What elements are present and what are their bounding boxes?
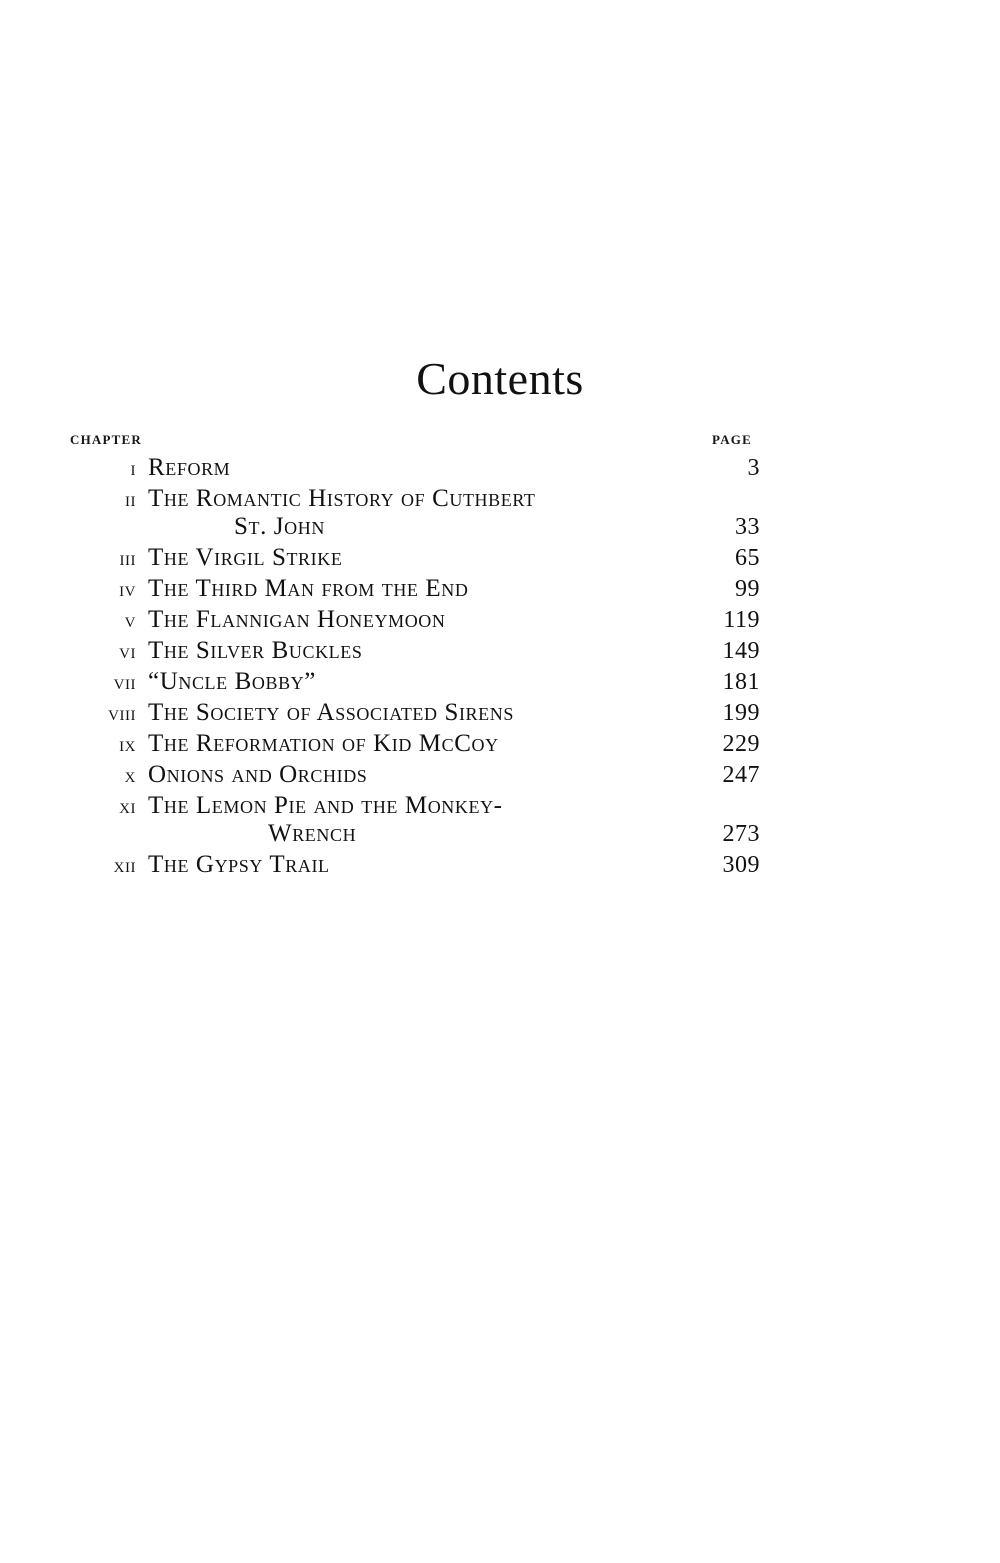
chapter-number: iii bbox=[119, 546, 136, 570]
chapter-number: x bbox=[124, 763, 136, 787]
toc-entry[interactable] bbox=[70, 454, 760, 482]
chapter-number: vi bbox=[119, 639, 136, 663]
toc-entry[interactable] bbox=[70, 575, 760, 603]
column-header-page: PAGE bbox=[712, 432, 752, 447]
toc-entry[interactable] bbox=[70, 792, 760, 848]
page-number: 33 bbox=[735, 514, 760, 540]
toc-entry[interactable] bbox=[70, 730, 760, 758]
toc-column-headers bbox=[70, 432, 760, 454]
chapter-title: The Romantic History of Cuthbert bbox=[148, 485, 536, 512]
page-number: 3 bbox=[747, 455, 761, 481]
toc-entry[interactable] bbox=[70, 637, 760, 665]
chapter-number: viii bbox=[108, 701, 136, 725]
toc-entry[interactable] bbox=[70, 668, 760, 696]
chapter-title: The Third Man from the End bbox=[148, 575, 469, 602]
chapter-title: Onions and Orchids bbox=[148, 761, 368, 788]
chapter-number: xii bbox=[113, 853, 136, 877]
page-number: 309 bbox=[722, 852, 760, 878]
leader-dots bbox=[469, 474, 694, 475]
chapter-number: xi bbox=[119, 794, 136, 818]
page-number: 229 bbox=[722, 731, 760, 757]
chapter-title: Reform bbox=[148, 454, 231, 481]
leader-dots bbox=[535, 657, 694, 658]
chapter-title-continuation: St. John bbox=[234, 513, 325, 540]
leader-dots bbox=[525, 564, 694, 565]
leader-dots bbox=[339, 533, 694, 534]
leader-dots bbox=[538, 781, 694, 782]
chapter-title: The Lemon Pie and the Monkey- bbox=[148, 792, 503, 819]
chapter-number: vii bbox=[113, 670, 136, 694]
toc-entry[interactable] bbox=[70, 851, 760, 879]
leader-dots bbox=[370, 840, 694, 841]
leader-dots bbox=[577, 626, 694, 627]
table-of-contents bbox=[70, 432, 760, 882]
chapter-title: The Reformation of Kid McCoy bbox=[148, 730, 499, 757]
toc-entry[interactable] bbox=[70, 761, 760, 789]
page-number: 247 bbox=[722, 762, 760, 788]
page-number: 119 bbox=[723, 607, 761, 633]
leader-dots bbox=[588, 595, 694, 596]
chapter-number: i bbox=[130, 456, 136, 480]
toc-entry[interactable] bbox=[70, 485, 760, 541]
leader-dots bbox=[603, 750, 694, 751]
chapter-title: The Silver Buckles bbox=[148, 637, 363, 664]
chapter-title: “Uncle Bobby” bbox=[148, 668, 316, 695]
page-number: 149 bbox=[722, 638, 760, 664]
page-number: 99 bbox=[735, 576, 761, 602]
leader-dots bbox=[512, 688, 694, 689]
chapter-title: The Gypsy Trail bbox=[148, 851, 330, 878]
toc-entry[interactable] bbox=[70, 544, 760, 572]
chapter-title: The Virgil Strike bbox=[148, 544, 343, 571]
page-number: 181 bbox=[722, 669, 761, 695]
page-number: 65 bbox=[735, 545, 761, 571]
chapter-number: ii bbox=[125, 487, 136, 511]
leader-dots bbox=[519, 871, 694, 872]
page-number: 273 bbox=[722, 821, 760, 847]
toc-entry[interactable] bbox=[70, 699, 760, 727]
chapter-title: The Flannigan Honeymoon bbox=[148, 606, 446, 633]
chapter-number: iv bbox=[119, 577, 136, 601]
page-number: 199 bbox=[722, 700, 760, 726]
toc-entry[interactable] bbox=[70, 606, 760, 634]
chapter-title: The Society of Associated Sirens bbox=[148, 699, 514, 726]
chapter-number: v bbox=[124, 608, 136, 632]
column-header-chapter: CHAPTER bbox=[70, 432, 142, 447]
chapter-number: ix bbox=[119, 732, 136, 756]
page-title: Contents bbox=[416, 353, 584, 404]
chapter-title-continuation: Wrench bbox=[268, 820, 357, 847]
leader-dots bbox=[611, 719, 694, 720]
